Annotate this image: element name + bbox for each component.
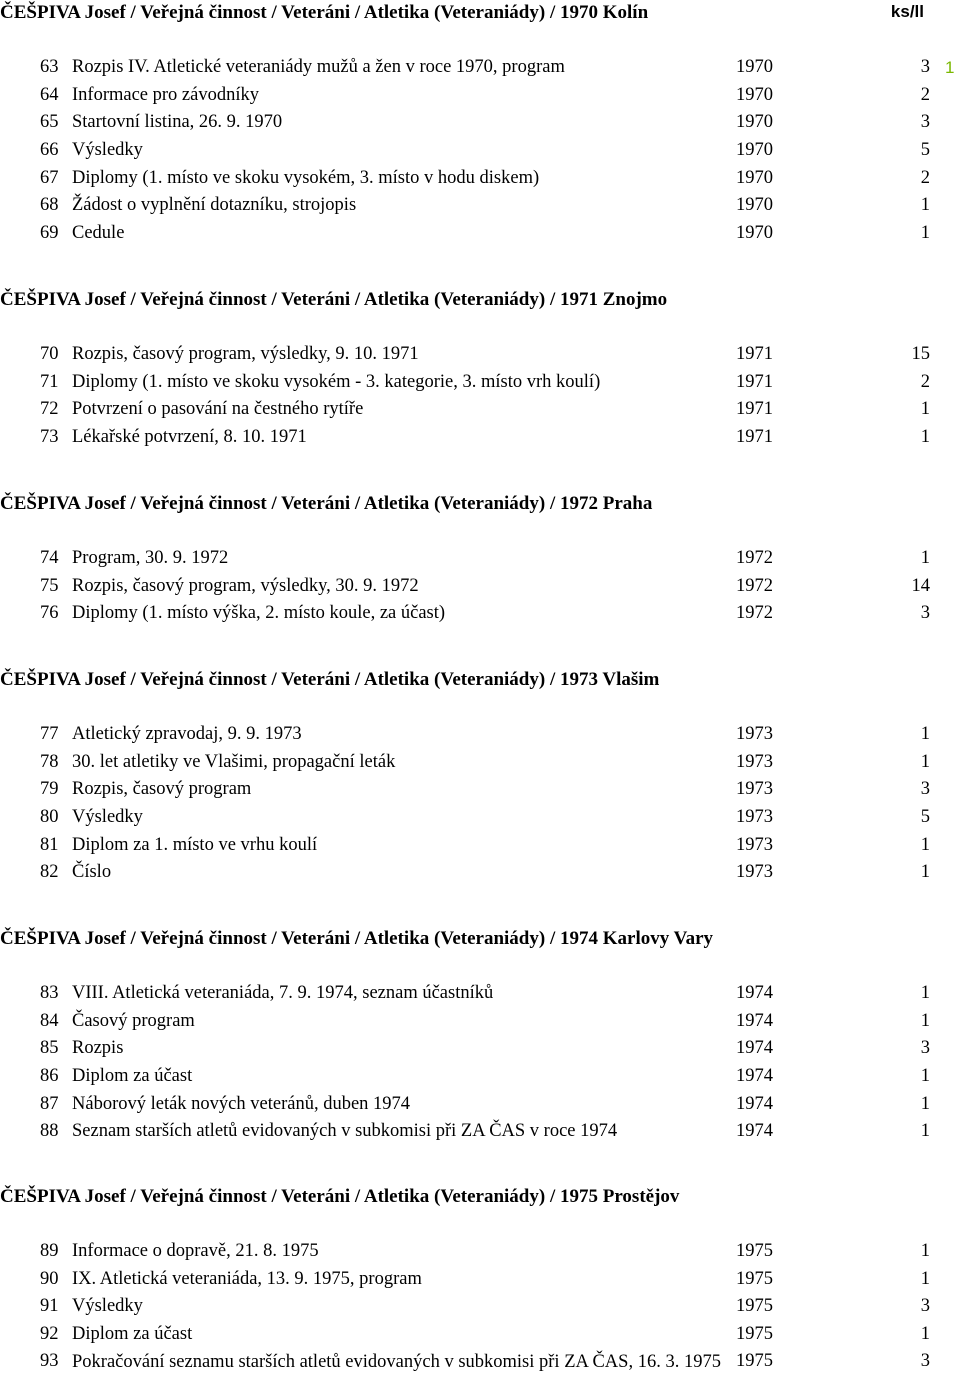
item-description: Lékařské potvrzení, 8. 10. 1971 — [72, 427, 307, 448]
item-number: 67 — [40, 167, 59, 188]
item-description: Diplomy (1. místo ve skoku vysokém, 3. místo v hodu diskem) — [72, 167, 540, 188]
item-number: 77 — [40, 724, 59, 744]
section-1970 — [0, 54, 960, 248]
item-description: Časový program — [72, 1010, 195, 1031]
item-year: 1973 — [736, 724, 773, 744]
item-count: 1 — [920, 1066, 930, 1087]
item-description: Informace pro závodníky — [72, 84, 259, 105]
item-year: 1972 — [736, 548, 773, 568]
list-item — [0, 804, 960, 832]
item-number: 83 — [40, 983, 59, 1003]
item-count: 3 — [920, 1296, 930, 1317]
item-number: 66 — [40, 140, 59, 161]
item-year: 1975 — [736, 1268, 773, 1289]
item-year: 1972 — [736, 603, 773, 624]
item-year: 1970 — [736, 57, 773, 77]
item-year: 1974 — [736, 1038, 773, 1059]
list-item — [0, 776, 960, 804]
item-count: 1 — [920, 223, 930, 244]
item-number: 84 — [40, 1010, 59, 1031]
item-number: 78 — [40, 751, 59, 772]
item-description: Potvrzení o pasování na čestného rytíře — [72, 399, 364, 420]
item-description: Seznam starších atletů evidovaných v subkomisi při ZA ČAS v roce 1974 — [72, 1121, 618, 1142]
item-count: 3 — [920, 779, 930, 800]
list-item — [0, 341, 960, 369]
item-count: 3 — [920, 603, 930, 624]
list-item — [0, 1266, 960, 1294]
page-title: ČEŠPIVA Josef / Veřejná činnost / Veteráni / Atletika (Veteraniády) / 1970 Kolín — [0, 2, 649, 23]
list-item — [0, 137, 960, 165]
item-year: 1974 — [736, 1010, 773, 1031]
list-item — [0, 721, 960, 749]
item-description: Pokračování seznamu starších atletů evidovaných v subkomisi při ZA ČAS, 16. 3. 1975 — [72, 1351, 721, 1372]
item-count: 1 — [920, 1241, 930, 1261]
item-count: 2 — [920, 84, 930, 105]
list-item — [0, 165, 960, 193]
item-count: 5 — [920, 807, 930, 828]
item-number: 65 — [40, 112, 59, 133]
item-number: 75 — [40, 575, 59, 596]
section-heading: ČEŠPIVA Josef / Veřejná činnost / Veteráni / Atletika (Veteraniády) / 1972 Praha — [0, 493, 653, 514]
item-description: Výsledky — [72, 140, 143, 161]
list-item — [0, 1035, 960, 1063]
item-description: Číslo — [72, 862, 112, 883]
list-item — [0, 1349, 960, 1399]
list-item — [0, 1118, 960, 1146]
section-heading: ČEŠPIVA Josef / Veřejná činnost / Veteráni / Atletika (Veteraniády) / 1975 Prostějov — [0, 1186, 680, 1207]
item-description: Diplom za účast — [72, 1324, 193, 1345]
item-list — [0, 54, 960, 248]
item-count: 1 — [920, 834, 930, 855]
list-item — [0, 396, 960, 424]
item-count: 1 — [920, 751, 930, 772]
section-heading: ČEŠPIVA Josef / Veřejná činnost / Veteráni / Atletika (Veteraniády) / 1971 Znojmo — [0, 289, 668, 310]
item-year: 1975 — [736, 1350, 773, 1371]
item-year: 1973 — [736, 834, 773, 855]
item-number: 70 — [40, 344, 59, 364]
item-count: 1 — [920, 1268, 930, 1289]
item-description: IX. Atletická veteraniáda, 13. 9. 1975, program — [72, 1268, 422, 1289]
item-year: 1971 — [736, 371, 773, 392]
item-count: 1 — [920, 1093, 930, 1114]
item-year: 1970 — [736, 84, 773, 105]
item-description: Rozpis, časový program — [72, 779, 252, 800]
item-description: Rozpis IV. Atletické veteraniády mužů a žen v roce 1970, program — [72, 57, 565, 77]
item-list — [0, 1238, 960, 1399]
item-year: 1970 — [736, 195, 773, 216]
item-count: 3 — [920, 1038, 930, 1059]
item-year: 1973 — [736, 779, 773, 800]
list-item — [0, 573, 960, 601]
item-year: 1974 — [736, 1093, 773, 1114]
item-number: 91 — [40, 1296, 59, 1317]
list-item — [0, 600, 960, 628]
item-description: 30. let atletiky ve Vlašimi, propagační leták — [72, 751, 396, 772]
item-description: Náborový leták nových veteránů, duben 1974 — [72, 1093, 411, 1114]
list-item — [0, 980, 960, 1008]
item-description: Atletický zpravodaj, 9. 9. 1973 — [72, 724, 302, 744]
item-description: Diplomy (1. místo ve skoku vysokém - 3. kategorie, 3. místo vrh koulí) — [72, 371, 601, 392]
list-item — [0, 109, 960, 137]
item-count: 2 — [920, 371, 930, 392]
item-year: 1971 — [736, 427, 773, 448]
section-1973 — [0, 667, 960, 887]
item-number: 63 — [40, 57, 59, 77]
item-description: Informace o dopravě, 21. 8. 1975 — [72, 1241, 319, 1261]
item-number: 71 — [40, 371, 59, 392]
item-description: Výsledky — [72, 807, 143, 828]
item-description: Rozpis — [72, 1038, 124, 1059]
item-number: 92 — [40, 1324, 59, 1345]
item-description: Diplom za 1. místo ve vrhu koulí — [72, 834, 318, 855]
item-description: Program, 30. 9. 1972 — [72, 548, 229, 568]
item-number: 79 — [40, 779, 59, 800]
item-number: 80 — [40, 807, 59, 828]
list-item — [0, 832, 960, 860]
column-label-ks-ll: ks/ll — [890, 2, 924, 21]
list-item — [0, 220, 960, 248]
item-count: 3 — [920, 57, 930, 77]
item-number: 74 — [40, 548, 59, 568]
item-count: 1 — [920, 724, 930, 744]
item-number: 93 — [40, 1350, 59, 1371]
list-item — [0, 859, 960, 887]
section-heading: ČEŠPIVA Josef / Veřejná činnost / Veteráni / Atletika (Veteraniády) / 1974 Karlovy Vary — [0, 928, 714, 949]
item-list — [0, 980, 960, 1146]
item-number: 89 — [40, 1241, 59, 1261]
section-1975 — [0, 1184, 960, 1399]
item-description: Žádost o vyplnění dotazníku, strojopis — [72, 195, 357, 216]
item-year: 1971 — [736, 399, 773, 420]
item-count: 1 — [920, 427, 930, 448]
item-year: 1974 — [736, 1066, 773, 1087]
item-description: VIII. Atletická veteraniáda, 7. 9. 1974, seznam účastníků — [72, 983, 494, 1003]
item-year: 1973 — [736, 751, 773, 772]
list-item — [0, 1008, 960, 1036]
item-count: 2 — [920, 167, 930, 188]
item-description: Diplomy (1. místo výška, 2. místo koule, za účast) — [72, 603, 446, 624]
item-number: 68 — [40, 195, 59, 216]
item-year: 1974 — [736, 1121, 773, 1142]
item-count: 3 — [920, 1350, 930, 1371]
item-year: 1970 — [736, 140, 773, 161]
list-item — [0, 369, 960, 397]
list-item — [0, 82, 960, 110]
item-description: Diplom za účast — [72, 1066, 193, 1087]
item-year: 1970 — [736, 167, 773, 188]
item-count: 15 — [911, 344, 930, 364]
item-year: 1975 — [736, 1296, 773, 1317]
item-count: 1 — [920, 1121, 930, 1142]
item-count: 1 — [920, 195, 930, 216]
item-description: Rozpis, časový program, výsledky, 9. 10. 1971 — [72, 344, 419, 364]
item-number: 90 — [40, 1268, 59, 1289]
item-number: 73 — [40, 427, 59, 448]
item-list — [0, 545, 960, 628]
list-item — [0, 1293, 960, 1321]
item-description: Rozpis, časový program, výsledky, 30. 9. 1972 — [72, 575, 419, 596]
item-year: 1974 — [736, 983, 773, 1003]
list-item — [0, 1238, 960, 1266]
item-count: 1 — [920, 399, 930, 420]
item-count: 1 — [920, 1324, 930, 1345]
item-count: 1 — [920, 862, 930, 883]
document-header — [0, 2, 960, 28]
item-number: 85 — [40, 1038, 59, 1059]
item-number: 82 — [40, 862, 59, 883]
item-year: 1973 — [736, 807, 773, 828]
item-count: 1 — [920, 548, 930, 568]
list-item — [0, 749, 960, 777]
section-1974 — [0, 926, 960, 1146]
item-year: 1975 — [736, 1324, 773, 1345]
item-count: 14 — [911, 575, 930, 596]
item-number: 88 — [40, 1121, 59, 1142]
item-year: 1972 — [736, 575, 773, 596]
item-number: 81 — [40, 834, 59, 855]
list-item — [0, 54, 960, 82]
item-number: 72 — [40, 399, 59, 420]
item-number: 86 — [40, 1066, 59, 1087]
item-number: 64 — [40, 84, 59, 105]
item-count: 1 — [920, 983, 930, 1003]
list-item — [0, 1063, 960, 1091]
item-year: 1970 — [736, 112, 773, 133]
list-item — [0, 192, 960, 220]
item-year: 1970 — [736, 223, 773, 244]
item-list — [0, 721, 960, 887]
item-description: Cedule — [72, 223, 125, 244]
section-1971 — [0, 287, 960, 452]
section-1972 — [0, 491, 960, 628]
item-number: 69 — [40, 223, 59, 244]
item-description: Startovní listina, 26. 9. 1970 — [72, 112, 283, 133]
item-year: 1973 — [736, 862, 773, 883]
margin-mark: 1 — [945, 58, 955, 77]
list-item — [0, 1091, 960, 1119]
item-count: 1 — [920, 1010, 930, 1031]
item-list — [0, 341, 960, 452]
item-description: Výsledky — [72, 1296, 143, 1317]
item-number: 76 — [40, 603, 59, 624]
item-year: 1975 — [736, 1241, 773, 1261]
list-item — [0, 1321, 960, 1349]
item-number: 87 — [40, 1093, 59, 1114]
section-heading: ČEŠPIVA Josef / Veřejná činnost / Veteráni / Atletika (Veteraniády) / 1973 Vlašim — [0, 669, 660, 690]
item-count: 3 — [920, 112, 930, 133]
item-count: 5 — [920, 140, 930, 161]
list-item — [0, 545, 960, 573]
list-item — [0, 424, 960, 452]
item-year: 1971 — [736, 344, 773, 364]
